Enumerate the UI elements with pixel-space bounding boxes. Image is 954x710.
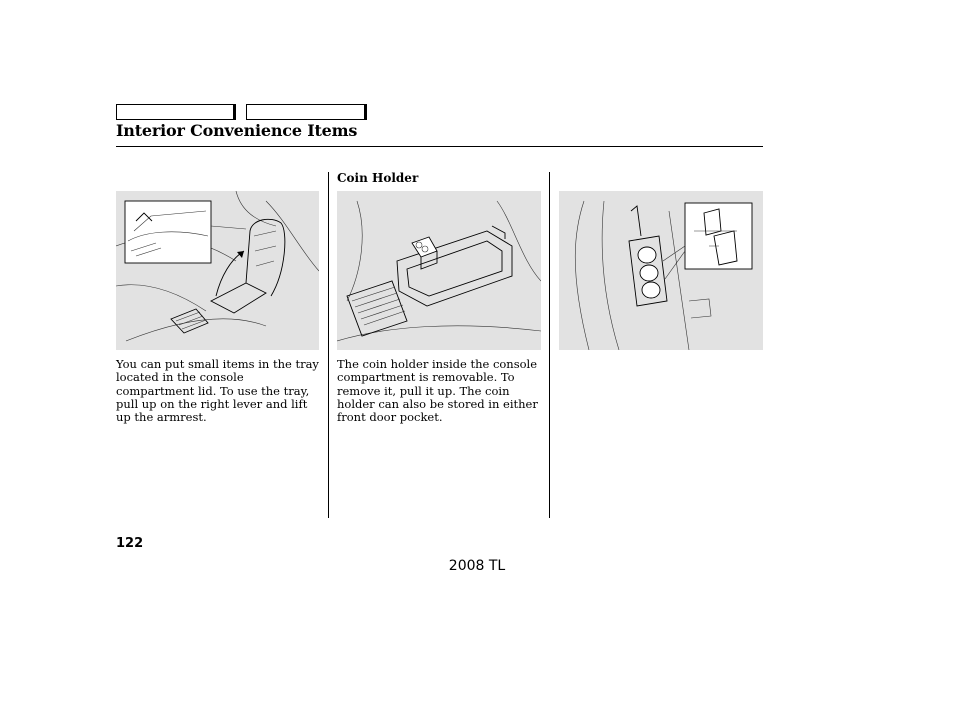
page-number: 122: [116, 536, 144, 551]
console-tray-paragraph: You can put small items in the tray located in the console compartment lid. To use the tray, pull up on the right lever and lift up the armrest.: [116, 357, 319, 425]
console-tray-illustration: [116, 191, 319, 350]
section-tab-blank-2[interactable]: [246, 104, 367, 120]
page-title: Interior Convenience Items: [116, 121, 358, 140]
coin-holder-door-pocket-illustration: [559, 191, 763, 350]
coin-holder-paragraph: The coin holder inside the console compartment is removable. To remove it, pull it up. The coin holder can also be stored in either front door pocket.: [337, 357, 538, 425]
footer-model-label: 2008 TL: [448, 558, 506, 574]
coin-holder-heading: Coin Holder: [337, 171, 419, 185]
column-divider-2: [549, 172, 550, 518]
coin-holder-console-illustration: [337, 191, 541, 350]
section-tab-blank-1[interactable]: [116, 104, 236, 120]
title-divider: [116, 146, 763, 147]
column-divider-1: [328, 172, 329, 518]
